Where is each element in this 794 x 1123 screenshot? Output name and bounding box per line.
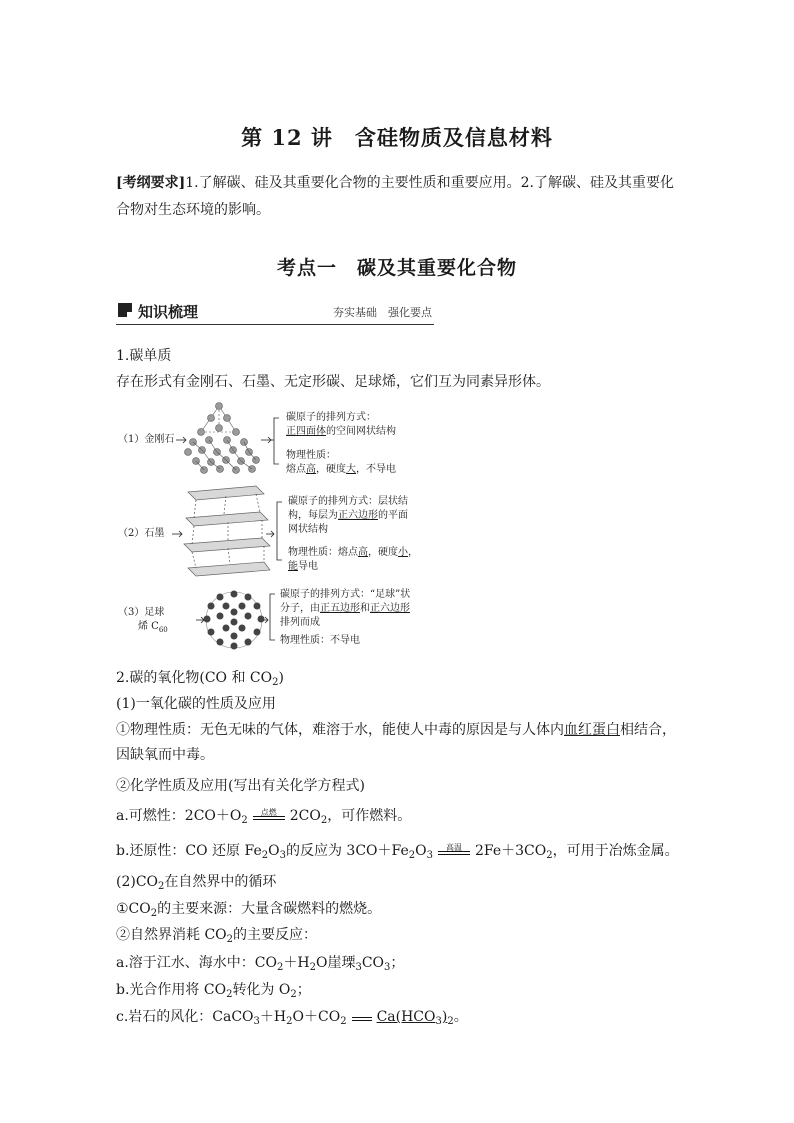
co-physical-properties-cont: 因缺氧而中毒。 [116, 747, 214, 763]
requirement-tag: [考纲要求] [116, 175, 186, 191]
graphite-label: （2）石墨 [118, 528, 165, 539]
co-chemical-heading: ②化学性质及应用(写出有关化学方程式) [116, 778, 365, 794]
point-title: 考点一 碳及其重要化合物 [276, 257, 517, 279]
diamond-label: （1）金刚石 [118, 434, 175, 445]
co-reduction-equation: b.还原性：CO 还原 $Fe_2O_3$的反应为 $3CO+Fe_2O_3$ 高温 $2Fe+3CO_2$，可用于冶炼金属。 [116, 843, 679, 861]
graphite-properties: 物理性质：熔点高，硬度小， [288, 547, 418, 558]
carbon-intro: 存在形式有金刚石、石墨、无定形碳、足球烯，它们互为同素异形体。 [116, 374, 550, 390]
diamond-arrangement: 正四面体的空间网状结构 [286, 426, 396, 437]
diamond-property-title: 物理性质： [286, 450, 336, 461]
diamond-properties: 熔点高，硬度大，不导电 [286, 464, 396, 475]
exam-requirements [116, 170, 681, 224]
c60-properties: 物理性质：不导电 [280, 635, 360, 646]
diamond-arrangement-title: 碳原子的排列方式： [286, 412, 376, 423]
c60-structure-image [204, 591, 265, 650]
carbon-heading: 1.碳单质 [116, 348, 172, 364]
graphite-arrangement-line1: 碳原子的排列方式：层状结 [288, 496, 408, 507]
co2-dissolution-equation: a.溶于江水、海水中：$CO_2+H_2O$崖瑮$_3CO_3$； [116, 955, 405, 973]
c60-label-line2: 烯 $C_{60}$ [138, 621, 168, 634]
allotrope-figure [116, 398, 446, 660]
section-name: 知识梳理 [138, 303, 199, 321]
oxides-heading: 2.碳的氧化物(CO 和 $CO_2$) [116, 670, 284, 688]
co2-source: $①CO_2$的主要来源：大量含碳燃料的燃烧。 [116, 901, 382, 919]
reaction-arrow: 点燃 [251, 806, 287, 826]
co2-consumption-heading: ②自然界消耗 $CO_2$的主要反应： [116, 927, 318, 945]
knowledge-section-header [116, 298, 434, 325]
c60-arrangement-line2: 分子，由正五边形和正六边形 [280, 603, 410, 614]
graphite-structure-image [184, 486, 270, 576]
co-physical-properties: ①物理性质：无色无味的气体，难溶于水，能使人中毒的原因是与人体内血红蛋白相结合， [116, 722, 676, 738]
lecture-title: 第 12 讲 含硅物质及信息材料 [241, 125, 553, 150]
reaction-arrow [350, 1007, 374, 1027]
c60-label-line1: （3）足球 [118, 607, 165, 618]
graphite-arrangement-line3: 网状结构 [288, 524, 328, 535]
co-heading: (1)一氧化碳的性质及应用 [116, 696, 276, 712]
section-subtitle: 夯实基础 强化要点 [333, 306, 432, 319]
co2-cycle-heading: $(2)CO_2$在自然界中的循环 [116, 874, 277, 892]
diamond-structure-image [185, 403, 260, 474]
co-combustion-equation: a.可燃性：$2CO+O_2$ 点燃 $2CO_2$，可作燃料。 [116, 808, 412, 826]
requirement-text: 1.了解碳、硅及其重要化合物的主要性质和重要应用。2.了解碳、硅及其重要化合物对生态环境的影响。 [116, 175, 674, 218]
reaction-arrow: 高温 [436, 841, 472, 861]
rock-weathering-equation: c.岩石的风化：$CaCO_3+H_2O+CO_2$ $Ca(HCO_3)_2$。 [116, 1009, 468, 1027]
c60-arrangement-line1: 碳原子的排列方式：“足球”状 [280, 589, 411, 600]
c60-arrangement-line3: 排列而成 [280, 617, 320, 628]
graphite-arrangement-line2: 构，每层为正六边形的平面 [288, 510, 408, 521]
section-square-icon [118, 303, 132, 317]
photosynthesis-line: b.光合作用将 $CO_2$转化为 $O_2$； [116, 982, 311, 1000]
graphite-conductivity: 能导电 [288, 561, 318, 572]
